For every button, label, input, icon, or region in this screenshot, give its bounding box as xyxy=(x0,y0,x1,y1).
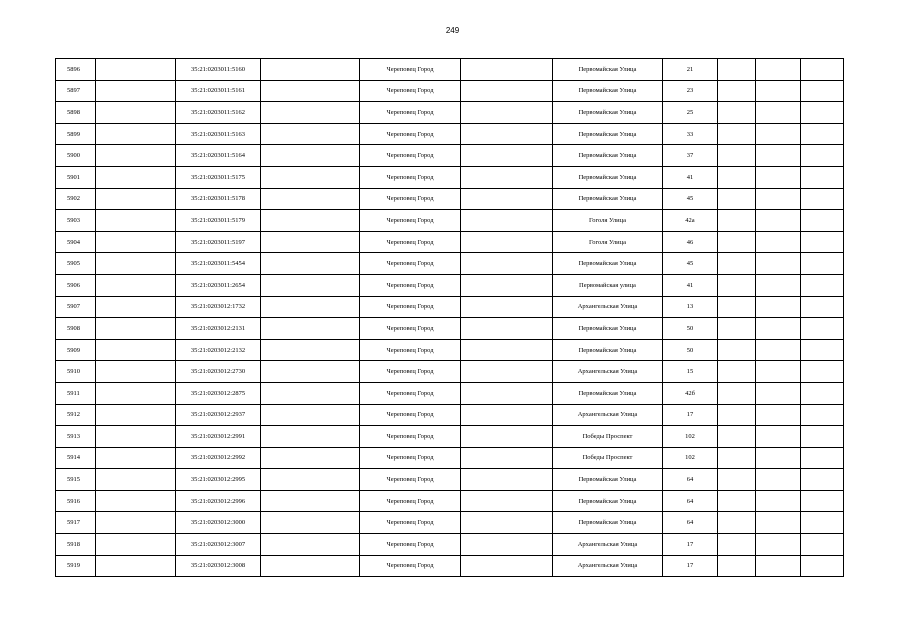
row-number-cell: 5919 xyxy=(56,555,96,577)
cadastral-number-cell: 35:21:0203012:2991 xyxy=(176,426,261,448)
empty-cell xyxy=(801,145,844,167)
table-row xyxy=(56,166,844,188)
row-number-cell: 5903 xyxy=(56,210,96,232)
empty-cell xyxy=(718,361,756,383)
empty-cell xyxy=(461,382,553,404)
empty-cell xyxy=(96,361,176,383)
empty-cell xyxy=(96,512,176,534)
street-cell: Первомайская Улица xyxy=(553,166,663,188)
empty-cell xyxy=(756,534,801,556)
empty-cell xyxy=(461,274,553,296)
empty-cell xyxy=(96,59,176,81)
empty-cell xyxy=(801,512,844,534)
row-number-cell: 5911 xyxy=(56,382,96,404)
row-number-cell: 5918 xyxy=(56,534,96,556)
empty-cell xyxy=(718,490,756,512)
table-row xyxy=(56,253,844,275)
empty-cell xyxy=(461,404,553,426)
street-cell: Архангельская Улица xyxy=(553,534,663,556)
empty-cell xyxy=(261,469,360,491)
street-cell: Первомайская Улица xyxy=(553,188,663,210)
house-number-cell: 13 xyxy=(663,296,718,318)
empty-cell xyxy=(718,339,756,361)
table-row xyxy=(56,512,844,534)
city-cell: Череповец Город xyxy=(360,555,461,577)
empty-cell xyxy=(801,210,844,232)
house-number-cell: 50 xyxy=(663,318,718,340)
table-row xyxy=(56,80,844,102)
house-number-cell: 23 xyxy=(663,80,718,102)
table-row xyxy=(56,123,844,145)
empty-cell xyxy=(461,59,553,81)
empty-cell xyxy=(261,231,360,253)
table-row xyxy=(56,145,844,167)
empty-cell xyxy=(756,80,801,102)
table-row xyxy=(56,534,844,556)
empty-cell xyxy=(718,253,756,275)
city-cell: Череповец Город xyxy=(360,274,461,296)
empty-cell xyxy=(801,534,844,556)
empty-cell xyxy=(96,231,176,253)
empty-cell xyxy=(718,123,756,145)
empty-cell xyxy=(801,339,844,361)
row-number-cell: 5914 xyxy=(56,447,96,469)
empty-cell xyxy=(718,80,756,102)
empty-cell xyxy=(801,59,844,81)
empty-cell xyxy=(461,145,553,167)
row-number-cell: 5917 xyxy=(56,512,96,534)
row-number-cell: 5900 xyxy=(56,145,96,167)
city-cell: Череповец Город xyxy=(360,404,461,426)
row-number-cell: 5897 xyxy=(56,80,96,102)
house-number-cell: 17 xyxy=(663,534,718,556)
empty-cell xyxy=(461,426,553,448)
street-cell: Первомайская Улица xyxy=(553,59,663,81)
empty-cell xyxy=(801,80,844,102)
street-cell: Первомайская Улица xyxy=(553,512,663,534)
house-number-cell: 17 xyxy=(663,404,718,426)
row-number-cell: 5906 xyxy=(56,274,96,296)
row-number-cell: 5912 xyxy=(56,404,96,426)
city-cell: Череповец Город xyxy=(360,253,461,275)
house-number-cell: 33 xyxy=(663,123,718,145)
page-number: 249 xyxy=(445,26,460,35)
street-cell: Первомайская Улица xyxy=(553,80,663,102)
city-cell: Череповец Город xyxy=(360,339,461,361)
empty-cell xyxy=(261,361,360,383)
row-number-cell: 5905 xyxy=(56,253,96,275)
empty-cell xyxy=(801,426,844,448)
empty-cell xyxy=(801,490,844,512)
row-number-cell: 5904 xyxy=(56,231,96,253)
street-cell: Победы Проспект xyxy=(553,447,663,469)
empty-cell xyxy=(261,339,360,361)
city-cell: Череповец Город xyxy=(360,382,461,404)
empty-cell xyxy=(96,253,176,275)
city-cell: Череповец Город xyxy=(360,59,461,81)
empty-cell xyxy=(718,296,756,318)
street-cell: Первомайская Улица xyxy=(553,382,663,404)
city-cell: Череповец Город xyxy=(360,80,461,102)
table-row xyxy=(56,361,844,383)
empty-cell xyxy=(718,534,756,556)
street-cell: Первомайская Улица xyxy=(553,145,663,167)
house-number-cell: 46 xyxy=(663,231,718,253)
cadastral-number-cell: 35:21:0203011:2654 xyxy=(176,274,261,296)
empty-cell xyxy=(461,490,553,512)
empty-cell xyxy=(261,318,360,340)
empty-cell xyxy=(261,382,360,404)
street-cell: Первомайская Улица xyxy=(553,253,663,275)
empty-cell xyxy=(718,469,756,491)
empty-cell xyxy=(718,166,756,188)
empty-cell xyxy=(801,361,844,383)
cadastral-number-cell: 35:21:0203012:2875 xyxy=(176,382,261,404)
house-number-cell: 41 xyxy=(663,274,718,296)
empty-cell xyxy=(96,296,176,318)
cadastral-number-cell: 35:21:0203011:5164 xyxy=(176,145,261,167)
empty-cell xyxy=(756,274,801,296)
street-cell: Первомайская Улица xyxy=(553,318,663,340)
row-number-cell: 5910 xyxy=(56,361,96,383)
street-cell: Первомайская Улица xyxy=(553,469,663,491)
cadastral-number-cell: 35:21:0203011:5178 xyxy=(176,188,261,210)
cadastral-number-cell: 35:21:0203011:5161 xyxy=(176,80,261,102)
empty-cell xyxy=(96,447,176,469)
house-number-cell: 64 xyxy=(663,469,718,491)
cadastral-number-cell: 35:21:0203012:3007 xyxy=(176,534,261,556)
cadastral-number-cell: 35:21:0203012:2995 xyxy=(176,469,261,491)
row-number-cell: 5909 xyxy=(56,339,96,361)
table-row xyxy=(56,426,844,448)
house-number-cell: 21 xyxy=(663,59,718,81)
empty-cell xyxy=(718,102,756,124)
cadastral-number-cell: 35:21:0203012:2992 xyxy=(176,447,261,469)
row-number-cell: 5898 xyxy=(56,102,96,124)
table-row xyxy=(56,469,844,491)
empty-cell xyxy=(96,166,176,188)
empty-cell xyxy=(96,426,176,448)
empty-cell xyxy=(801,382,844,404)
registry-table xyxy=(55,58,844,577)
street-cell: Первомайская улица xyxy=(553,274,663,296)
empty-cell xyxy=(718,512,756,534)
city-cell: Череповец Город xyxy=(360,145,461,167)
empty-cell xyxy=(756,188,801,210)
empty-cell xyxy=(801,469,844,491)
house-number-cell: 25 xyxy=(663,102,718,124)
empty-cell xyxy=(756,253,801,275)
city-cell: Череповец Город xyxy=(360,534,461,556)
empty-cell xyxy=(718,318,756,340)
empty-cell xyxy=(718,382,756,404)
empty-cell xyxy=(801,296,844,318)
empty-cell xyxy=(718,188,756,210)
cadastral-number-cell: 35:21:0203011:5179 xyxy=(176,210,261,232)
empty-cell xyxy=(261,123,360,145)
table-row xyxy=(56,339,844,361)
row-number-cell: 5896 xyxy=(56,59,96,81)
table-row xyxy=(56,447,844,469)
street-cell: Победы Проспект xyxy=(553,426,663,448)
empty-cell xyxy=(756,469,801,491)
empty-cell xyxy=(261,102,360,124)
street-cell: Архангельская Улица xyxy=(553,361,663,383)
empty-cell xyxy=(461,555,553,577)
table-row xyxy=(56,296,844,318)
house-number-cell: 41 xyxy=(663,166,718,188)
empty-cell xyxy=(261,490,360,512)
house-number-cell: 102 xyxy=(663,447,718,469)
cadastral-number-cell: 35:21:0203011:5175 xyxy=(176,166,261,188)
street-cell: Архангельская Улица xyxy=(553,404,663,426)
empty-cell xyxy=(756,166,801,188)
table-row xyxy=(56,404,844,426)
empty-cell xyxy=(261,296,360,318)
empty-cell xyxy=(261,512,360,534)
empty-cell xyxy=(801,188,844,210)
empty-cell xyxy=(261,210,360,232)
row-number-cell: 5908 xyxy=(56,318,96,340)
row-number-cell: 5901 xyxy=(56,166,96,188)
street-cell: Гоголя Улица xyxy=(553,231,663,253)
row-number-cell: 5916 xyxy=(56,490,96,512)
house-number-cell: 64 xyxy=(663,512,718,534)
empty-cell xyxy=(96,490,176,512)
empty-cell xyxy=(96,404,176,426)
empty-cell xyxy=(718,231,756,253)
house-number-cell: 15 xyxy=(663,361,718,383)
empty-cell xyxy=(756,318,801,340)
empty-cell xyxy=(801,253,844,275)
empty-cell xyxy=(461,339,553,361)
cadastral-number-cell: 35:21:0203012:2730 xyxy=(176,361,261,383)
empty-cell xyxy=(261,253,360,275)
empty-cell xyxy=(801,123,844,145)
empty-cell xyxy=(801,102,844,124)
table-row xyxy=(56,188,844,210)
house-number-cell: 64 xyxy=(663,490,718,512)
empty-cell xyxy=(96,80,176,102)
empty-cell xyxy=(718,447,756,469)
registry-table-body xyxy=(56,59,844,577)
table-row xyxy=(56,231,844,253)
empty-cell xyxy=(756,490,801,512)
empty-cell xyxy=(756,210,801,232)
empty-cell xyxy=(756,382,801,404)
table-row xyxy=(56,382,844,404)
cadastral-number-cell: 35:21:0203012:2996 xyxy=(176,490,261,512)
house-number-cell: 42б xyxy=(663,382,718,404)
empty-cell xyxy=(96,188,176,210)
house-number-cell: 42а xyxy=(663,210,718,232)
empty-cell xyxy=(461,296,553,318)
empty-cell xyxy=(718,555,756,577)
city-cell: Череповец Город xyxy=(360,469,461,491)
empty-cell xyxy=(96,469,176,491)
empty-cell xyxy=(261,145,360,167)
city-cell: Череповец Город xyxy=(360,426,461,448)
empty-cell xyxy=(261,447,360,469)
row-number-cell: 5899 xyxy=(56,123,96,145)
empty-cell xyxy=(756,59,801,81)
cadastral-number-cell: 35:21:0203011:5454 xyxy=(176,253,261,275)
empty-cell xyxy=(756,123,801,145)
house-number-cell: 37 xyxy=(663,145,718,167)
empty-cell xyxy=(261,80,360,102)
empty-cell xyxy=(461,123,553,145)
city-cell: Череповец Город xyxy=(360,166,461,188)
empty-cell xyxy=(261,404,360,426)
house-number-cell: 50 xyxy=(663,339,718,361)
empty-cell xyxy=(756,339,801,361)
empty-cell xyxy=(718,145,756,167)
street-cell: Первомайская Улица xyxy=(553,490,663,512)
empty-cell xyxy=(461,188,553,210)
empty-cell xyxy=(461,166,553,188)
row-number-cell: 5915 xyxy=(56,469,96,491)
empty-cell xyxy=(261,534,360,556)
cadastral-number-cell: 35:21:0203012:1732 xyxy=(176,296,261,318)
empty-cell xyxy=(461,447,553,469)
empty-cell xyxy=(261,426,360,448)
row-number-cell: 5913 xyxy=(56,426,96,448)
empty-cell xyxy=(461,361,553,383)
empty-cell xyxy=(96,123,176,145)
empty-cell xyxy=(801,404,844,426)
row-number-cell: 5902 xyxy=(56,188,96,210)
city-cell: Череповец Город xyxy=(360,231,461,253)
city-cell: Череповец Город xyxy=(360,102,461,124)
empty-cell xyxy=(261,188,360,210)
city-cell: Череповец Город xyxy=(360,123,461,145)
table-row xyxy=(56,274,844,296)
row-number-cell: 5907 xyxy=(56,296,96,318)
empty-cell xyxy=(96,534,176,556)
empty-cell xyxy=(801,274,844,296)
empty-cell xyxy=(718,210,756,232)
empty-cell xyxy=(461,102,553,124)
empty-cell xyxy=(96,210,176,232)
empty-cell xyxy=(718,274,756,296)
cadastral-number-cell: 35:21:0203012:2132 xyxy=(176,339,261,361)
empty-cell xyxy=(461,318,553,340)
city-cell: Череповец Город xyxy=(360,210,461,232)
table-row xyxy=(56,318,844,340)
cadastral-number-cell: 35:21:0203012:3008 xyxy=(176,555,261,577)
empty-cell xyxy=(461,253,553,275)
empty-cell xyxy=(756,404,801,426)
street-cell: Архангельская Улица xyxy=(553,555,663,577)
empty-cell xyxy=(801,166,844,188)
house-number-cell: 45 xyxy=(663,188,718,210)
empty-cell xyxy=(261,555,360,577)
empty-cell xyxy=(718,426,756,448)
city-cell: Череповец Город xyxy=(360,490,461,512)
house-number-cell: 102 xyxy=(663,426,718,448)
city-cell: Череповец Город xyxy=(360,361,461,383)
city-cell: Череповец Город xyxy=(360,447,461,469)
empty-cell xyxy=(96,339,176,361)
empty-cell xyxy=(718,404,756,426)
empty-cell xyxy=(756,555,801,577)
empty-cell xyxy=(756,361,801,383)
empty-cell xyxy=(756,296,801,318)
empty-cell xyxy=(96,555,176,577)
city-cell: Череповец Город xyxy=(360,188,461,210)
table-row xyxy=(56,210,844,232)
table-row xyxy=(56,59,844,81)
cadastral-number-cell: 35:21:0203011:5162 xyxy=(176,102,261,124)
cadastral-number-cell: 35:21:0203011:5197 xyxy=(176,231,261,253)
empty-cell xyxy=(756,145,801,167)
city-cell: Череповец Город xyxy=(360,296,461,318)
table-row xyxy=(56,555,844,577)
empty-cell xyxy=(756,447,801,469)
empty-cell xyxy=(756,231,801,253)
table-row xyxy=(56,490,844,512)
empty-cell xyxy=(756,426,801,448)
empty-cell xyxy=(718,59,756,81)
city-cell: Череповец Город xyxy=(360,512,461,534)
house-number-cell: 17 xyxy=(663,555,718,577)
empty-cell xyxy=(461,210,553,232)
street-cell: Первомайская Улица xyxy=(553,339,663,361)
street-cell: Гоголя Улица xyxy=(553,210,663,232)
empty-cell xyxy=(801,318,844,340)
empty-cell xyxy=(96,274,176,296)
empty-cell xyxy=(801,447,844,469)
cadastral-number-cell: 35:21:0203012:2937 xyxy=(176,404,261,426)
empty-cell xyxy=(461,534,553,556)
empty-cell xyxy=(756,102,801,124)
house-number-cell: 45 xyxy=(663,253,718,275)
empty-cell xyxy=(96,382,176,404)
empty-cell xyxy=(261,274,360,296)
cadastral-number-cell: 35:21:0203012:3000 xyxy=(176,512,261,534)
table-row xyxy=(56,102,844,124)
empty-cell xyxy=(96,318,176,340)
cadastral-number-cell: 35:21:0203011:5163 xyxy=(176,123,261,145)
empty-cell xyxy=(96,102,176,124)
street-cell: Архангельская Улица xyxy=(553,296,663,318)
empty-cell xyxy=(96,145,176,167)
empty-cell xyxy=(461,512,553,534)
street-cell: Первомайская Улица xyxy=(553,102,663,124)
empty-cell xyxy=(461,469,553,491)
empty-cell xyxy=(461,231,553,253)
cadastral-number-cell: 35:21:0203012:2131 xyxy=(176,318,261,340)
street-cell: Первомайская Улица xyxy=(553,123,663,145)
empty-cell xyxy=(261,59,360,81)
empty-cell xyxy=(461,80,553,102)
empty-cell xyxy=(756,512,801,534)
empty-cell xyxy=(261,166,360,188)
empty-cell xyxy=(801,231,844,253)
empty-cell xyxy=(801,555,844,577)
cadastral-number-cell: 35:21:0203011:5160 xyxy=(176,59,261,81)
city-cell: Череповец Город xyxy=(360,318,461,340)
